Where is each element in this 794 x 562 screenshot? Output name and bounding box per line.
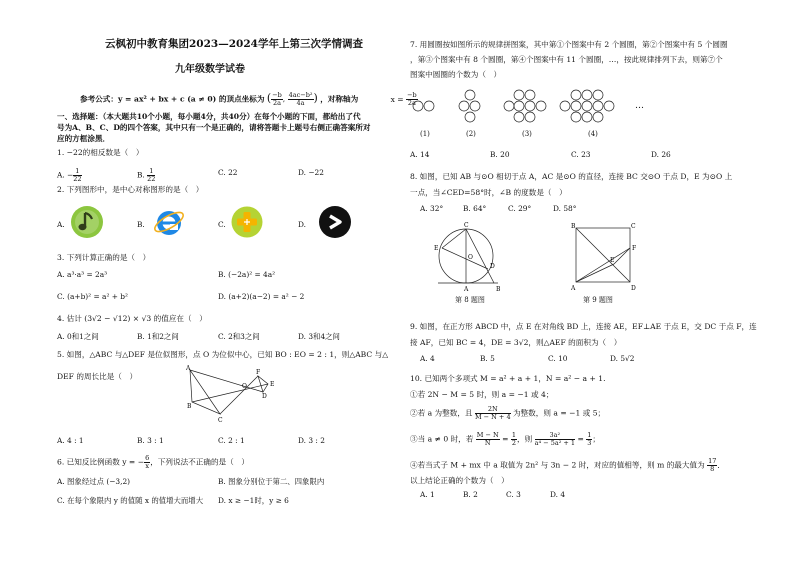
q5-option-c: C. 2 : 1 bbox=[218, 436, 245, 445]
q7-caption-4: (4) bbox=[588, 130, 598, 138]
q5-option-d: D. 3 : 2 bbox=[298, 436, 325, 445]
q3-option-c: C. (a+b)² = a² + b² bbox=[57, 292, 128, 301]
q7-option-b: B. 20 bbox=[490, 150, 510, 159]
q10-statement-2: ②若 a 为整数，且 $\frac{2N}{M - N + 4}$ 为整数，则 a = −1 或 5； bbox=[410, 405, 606, 421]
q3-option-d: D. (a+2)(a−2) = a² − 2 bbox=[218, 292, 305, 301]
q5-option-b: B. 3 : 1 bbox=[137, 436, 164, 445]
q8-line2: 一点，当∠CED=58°时，∠B 的度数是（ ） bbox=[410, 188, 567, 197]
section1-line3: 应的方框涂黑． bbox=[57, 134, 111, 143]
q9-option-c: C. 10 bbox=[548, 354, 568, 363]
reference-formula: 参考公式：y = ax² + bx + c (a ≠ 0) 的顶点坐标为 ( $\frac{-b}{2a}$ , $\frac{\text{4ac−b²}}{4a}$ ) ，对称轴为 x = $\frac{-b}{2a}$ bbox=[80, 91, 417, 107]
svg-text:F: F bbox=[256, 369, 261, 376]
q6-option-a: A. 图象经过点 (−3,2) bbox=[57, 477, 131, 486]
q4-option-d: D. 3和4之间 bbox=[298, 332, 340, 341]
q10-stem: 10. 已知两个多项式 M = a² + a + 1，N = a² − a + 1. bbox=[410, 374, 606, 383]
q5-stem-line1: 5. 如图，△ABC 与△DEF 是位似图形，点 O 为位似中心，已知 BO : EO = 2 : 1，则△ABC 与△ bbox=[57, 350, 389, 359]
q2-label-d: D. bbox=[298, 220, 307, 229]
q7-ellipsis: … bbox=[635, 101, 644, 111]
browser-e-icon bbox=[152, 205, 186, 239]
svg-text:D: D bbox=[490, 263, 495, 270]
svg-text:A: A bbox=[186, 365, 191, 372]
q5-option-a: A. 4 : 1 bbox=[57, 436, 84, 445]
q8-option-b: B. 64° bbox=[463, 204, 487, 213]
q7-line2: ，第③个图案中有 8 个圆圈，第④个图案中有 11 个圆圈，…，按此规律排列下去，则第⑦个 bbox=[410, 55, 723, 64]
q1-option-c: C. 22 bbox=[218, 168, 238, 177]
q10-statement-4: ④若当式子 M + mx 中 a 取值为 2n² 与 3n − 2 时，对应的值相等，则 m 的最大值为 $\frac{17}{8}$ ． bbox=[410, 457, 725, 473]
svg-text:B: B bbox=[571, 223, 576, 230]
svg-text:D: D bbox=[631, 285, 636, 292]
svg-text:E: E bbox=[610, 257, 615, 264]
q8-option-d: D. 58° bbox=[553, 204, 577, 213]
q9-square-figure bbox=[568, 222, 638, 294]
q3-stem: 3. 下列计算正确的是（ ） bbox=[57, 253, 151, 262]
q10-option-a: A. 1 bbox=[420, 490, 435, 499]
q9-option-d: D. 5√2 bbox=[610, 354, 635, 363]
q1-option-a: A. − $\frac{1}{22}$ bbox=[57, 167, 82, 183]
svg-text:B: B bbox=[187, 403, 192, 410]
svg-text:E: E bbox=[270, 381, 275, 388]
q10-option-d: D. 4 bbox=[550, 490, 566, 499]
svg-text:C: C bbox=[464, 222, 469, 229]
svg-text:A: A bbox=[571, 285, 576, 292]
q1-option-b: B. $\frac{1}{22}$ bbox=[137, 167, 156, 183]
q9-figure-caption: 第 9 题图 bbox=[583, 296, 613, 304]
svg-text:F: F bbox=[632, 245, 637, 252]
q9-option-a: A. 4 bbox=[420, 354, 435, 363]
q10-option-c: C. 3 bbox=[506, 490, 521, 499]
q6-option-b: B. 图象分别位于第二、四象限内 bbox=[218, 477, 325, 486]
svg-text:E: E bbox=[434, 245, 439, 252]
music-note-icon bbox=[70, 205, 104, 239]
q2-label-a: A. bbox=[57, 220, 65, 229]
svg-text:O: O bbox=[242, 383, 247, 390]
section1-line1: 一、选择题：（本大题共10个小题，每小题4分，共40分）在每个小题的下面，都给出了代 bbox=[57, 112, 361, 121]
q10-conclusion: 以上结论正确的个数为（ ） bbox=[410, 476, 509, 485]
q7-caption-1: (1) bbox=[420, 130, 430, 138]
q7-option-a: A. 14 bbox=[410, 150, 430, 159]
q6-option-c: C. 在每个象限内 y 的值随 x 的值增大而增大 bbox=[57, 496, 204, 505]
q8-circle-tangent-figure bbox=[428, 222, 508, 294]
q8-option-c: C. 29° bbox=[508, 204, 532, 213]
plus-badge-icon bbox=[230, 205, 264, 239]
exam-title: 云枫初中教育集团2023—2024学年上第三次学情调查 bbox=[105, 38, 363, 50]
q9-line2: 接 AF，已知 BC = 4，DE = 3√2，则△AEF 的面积为（ ） bbox=[410, 338, 622, 347]
q7-line1: 7. 用圆圈按如图所示的规律拼图案，其中第①个图案中有 2 个圆圈，第②个图案中有 5 个圆圈 bbox=[410, 40, 728, 49]
svg-text:C: C bbox=[218, 417, 223, 424]
q1-stem: 1. −22的相反数是（ ） bbox=[57, 148, 144, 157]
q7-caption-3: (3) bbox=[522, 130, 532, 138]
q7-caption-2: (2) bbox=[466, 130, 476, 138]
q8-option-a: A. 32° bbox=[420, 204, 444, 213]
q10-option-b: B. 2 bbox=[463, 490, 478, 499]
svg-text:O: O bbox=[468, 254, 473, 261]
q2-label-c: C. bbox=[218, 220, 226, 229]
q5-stem-line2: DEF 的周长比是（ ） bbox=[57, 372, 138, 381]
q4-option-c: C. 2和3之间 bbox=[218, 332, 260, 341]
q2-stem: 2. 下列图形中，是中心对称图形的是（ ） bbox=[57, 185, 204, 194]
q4-stem: 4. 估计 (3√2 − √12) × √3 的值应在（ ） bbox=[57, 314, 207, 323]
q4-option-b: B. 1和2之间 bbox=[137, 332, 179, 341]
q6-stem: 6. 已知反比例函数 y = − $\frac{6}{x}$ ，下列说法不正确的是（ ） bbox=[57, 454, 249, 470]
q7-option-c: C. 23 bbox=[571, 150, 591, 159]
section1-line2: 号为A、B、C、D的四个答案，其中只有一个是正确的，请将答题卡上题号右侧正确答案所对 bbox=[57, 123, 371, 132]
q5-homothety-figure bbox=[178, 362, 288, 424]
exam-subtitle: 九年级数学试卷 bbox=[175, 64, 245, 75]
svg-text:A: A bbox=[464, 286, 469, 293]
q9-option-b: B. 5 bbox=[480, 354, 495, 363]
q10-statement-1: ①若 2N − M = 5 时，则 a = −1 或 4； bbox=[410, 390, 554, 399]
q7-line3: 图案中圆圈的个数为（ ） bbox=[410, 70, 502, 79]
q8-line1: 8. 如图，已知 AB 与⊙O 相切于点 A，AC 是⊙O 的直径，连接 BC 交⊙O 于点 D，E 为⊙O 上 bbox=[410, 172, 733, 181]
q8-figure-caption: 第 8 题图 bbox=[455, 296, 485, 304]
q10-statement-3: ③当 a ≠ 0 时，若 $\frac{M - N}{N}$ = $\frac{1}{2}$ ，则 $\frac{\text{3a²}}{\text{a⁴ − 5a² + 1}}$ = $\frac{1}{3}$ ； bbox=[410, 431, 600, 447]
svg-text:C: C bbox=[631, 223, 636, 230]
q6-option-d: D. x ≥ −1时，y ≥ 6 bbox=[218, 496, 289, 505]
arrow-right-icon bbox=[318, 205, 352, 239]
svg-text:D: D bbox=[262, 393, 267, 400]
svg-text:B: B bbox=[496, 286, 501, 293]
q3-option-a: A. a³·a³ = 2a³ bbox=[57, 270, 108, 279]
q7-option-d: D. 26 bbox=[651, 150, 671, 159]
q4-option-a: A. 0和1之间 bbox=[57, 332, 99, 341]
q2-label-b: B. bbox=[137, 220, 145, 229]
q1-option-d: D. −22 bbox=[298, 168, 324, 177]
q9-line1: 9. 如图，在正方形 ABCD 中，点 E 在对角线 BD 上，连接 AE，EF⊥AE 于点 E，交 DC 于点 F，连 bbox=[410, 322, 757, 331]
q3-option-b: B. (−2a)² = 4a² bbox=[218, 270, 276, 279]
